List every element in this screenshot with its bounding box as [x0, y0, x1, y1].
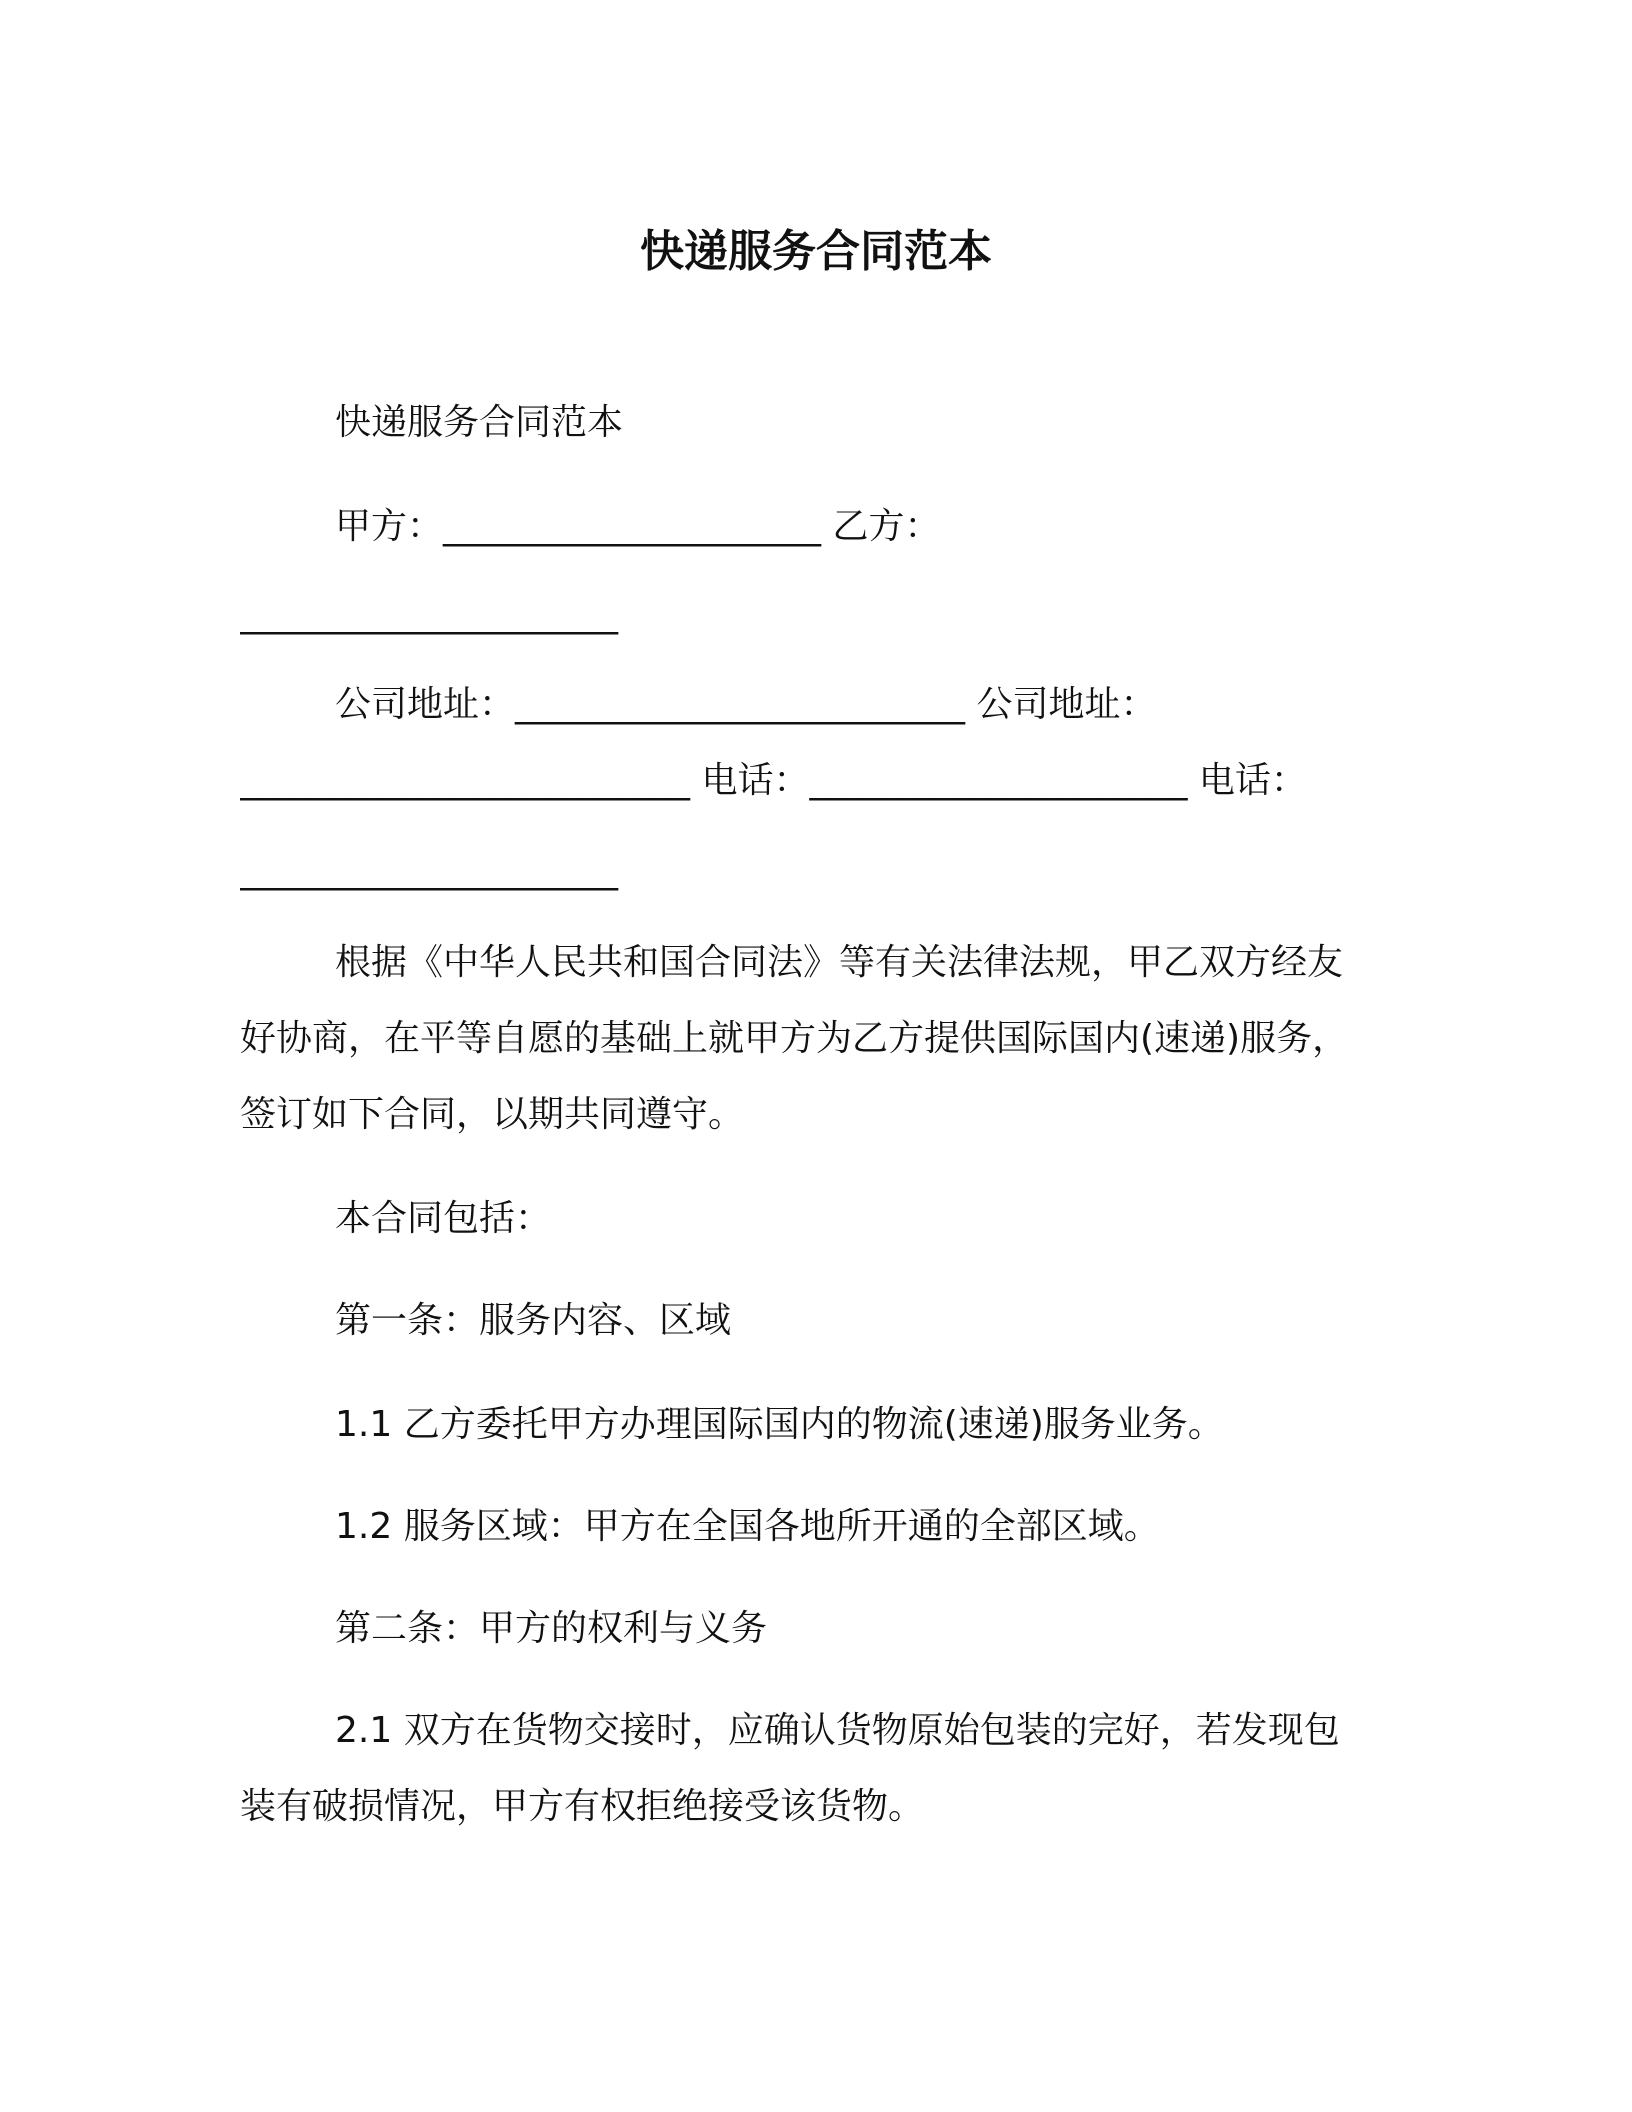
doc-line-clause-1-2: 1.2 服务区域：甲方在全国各地所开通的全部区域。	[335, 1506, 1160, 1547]
doc-line-clause-1-1: 1.1 乙方委托甲方办理国际国内的物流(速递)服务业务。	[335, 1404, 1224, 1445]
doc-line-article-1: 第一条：服务内容、区域	[335, 1300, 732, 1341]
doc-line-address-phone: _________________________ 电话：_____________________ 电话：	[240, 760, 1307, 801]
doc-line-clause-2-1-cont: 装有破损情况，甲方有权拒绝接受该货物。	[240, 1786, 925, 1827]
doc-line-article-2: 第二条：甲方的权利与义务	[335, 1608, 768, 1649]
doc-line-subtitle: 快递服务合同范本	[335, 402, 624, 443]
doc-line-party-b-blank: _____________________	[240, 594, 618, 635]
doc-line-party-a: 甲方：_____________________ 乙方：	[335, 506, 941, 547]
doc-line-preamble-3: 签订如下合同，以期共同遵守。	[240, 1094, 745, 1135]
doc-line-contents: 本合同包括：	[335, 1198, 552, 1239]
doc-line-address: 公司地址：_________________________ 公司地址：	[335, 684, 1157, 725]
doc-line-clause-2-1: 2.1 双方在货物交接时，应确认货物原始包装的完好，若发现包	[335, 1710, 1340, 1751]
doc-line-preamble-1: 根据《中华人民共和国合同法》等有关法律法规，甲乙双方经友	[335, 942, 1344, 983]
doc-line-phone-blank: _____________________	[240, 850, 618, 891]
document-title: 快递服务合同范本	[640, 226, 992, 277]
doc-line-preamble-2: 好协商，在平等自愿的基础上就甲方为乙方提供国际国内(速递)服务，	[240, 1018, 1349, 1059]
